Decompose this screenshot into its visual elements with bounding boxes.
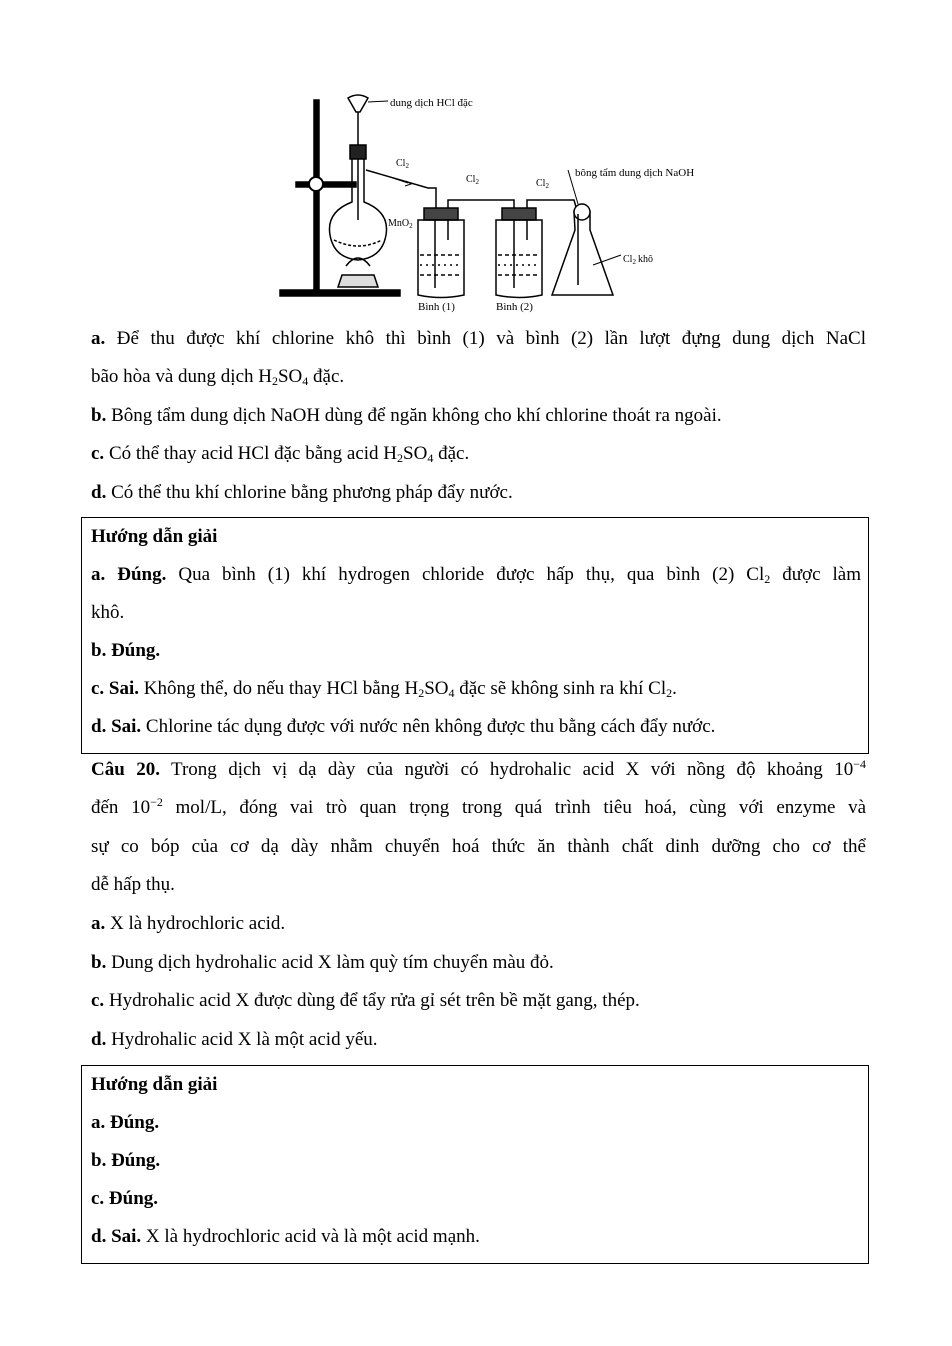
svg-text:MnO2: MnO$_2$	[388, 218, 413, 230]
mno2-label: MnO	[388, 218, 410, 229]
burner	[338, 275, 378, 287]
solution19-d: d. Sai. Chlorine tác dụng được với nước nên không được thu bằng cách đẩy nước.	[91, 716, 716, 737]
solution19-b: b. Đúng.	[91, 640, 161, 661]
q19-statement-d: d. Có thể thu khí chlorine bằng phương pháp đẩy nước.	[91, 482, 513, 503]
q20-stem-line4: dễ hấp thụ.	[91, 874, 175, 895]
bottle-2	[496, 220, 542, 298]
solution19-c: c. Sai. Không thể, do nếu thay HCl bằng $H_2SO_4$ đặc sẽ không sinh ra khí $Cl_2$.	[91, 678, 677, 700]
stand-rod	[314, 100, 319, 292]
solution20-c: c. Đúng.	[91, 1188, 159, 1209]
q20-statement-b: b. Dung dịch hydrohalic acid X làm quỳ tím chuyển màu đỏ.	[91, 952, 554, 973]
q19-statement-c: c. Có thể thay acid HCl đặc bằng acid $H_2SO_4$ đặc.	[91, 443, 470, 465]
binh-2-label: Bình (2)	[496, 301, 533, 313]
chlorine-apparatus-figure	[278, 90, 728, 315]
svg-text:Cl2: $Cl_2$	[466, 174, 479, 186]
solution20-d: d. Sai. X là hydrochloric acid và là một acid mạnh.	[91, 1226, 480, 1247]
q20-stem-line3: sự co bóp của cơ dạ dày nhằm chuyển hoá thức ăn thành chất dinh dưỡng cho cơ thể	[91, 836, 866, 857]
cl2-label-2: Cl	[466, 174, 476, 185]
cl2-label-3: Cl	[536, 178, 546, 189]
dropping-funnel	[348, 95, 368, 112]
dry-cl2-label: Cl	[623, 254, 633, 265]
bottle-1	[418, 220, 464, 298]
q20-statement-d: d. Hydrohalic acid X là một acid yếu.	[91, 1029, 378, 1050]
q20-stem-line1: Câu 20. Trong dịch vị dạ dày của người có hydrohalic acid X với nồng độ khoảng $10^{-4}$	[91, 757, 866, 780]
apparatus-diagram	[278, 90, 728, 315]
solution20-b: b. Đúng.	[91, 1150, 161, 1171]
flask-stopper	[350, 145, 366, 159]
q20-statement-a: a. X là hydrochloric acid.	[91, 913, 286, 934]
solution-title: Hướng dẫn giải	[91, 526, 218, 547]
solution20-a: a. Đúng.	[91, 1112, 160, 1133]
solution-title: Hướng dẫn giải	[91, 1074, 218, 1095]
hcl-label: dung dịch HCl đặc	[390, 97, 473, 109]
solution-box-20	[81, 1065, 869, 1264]
q19-statement-b: b. Bông tẩm dung dịch NaOH dùng để ngăn không cho khí chlorine thoát ra ngoài.	[91, 405, 722, 426]
cl2-label-1: Cl	[396, 158, 406, 169]
svg-text:Cl2: $Cl_2$	[536, 178, 549, 190]
binh-1-label: Bình (1)	[418, 301, 455, 313]
stand-clamp	[296, 182, 356, 187]
solution-box-19	[81, 517, 869, 754]
solution19-a-line2: khô.	[91, 602, 125, 623]
q19-statement-a-line1: a. Để thu được khí chlorine khô thì bình (1) và bình (2) lần lượt đựng dung dịch NaCl	[91, 328, 866, 349]
q20-stem-line2: đến $10^{-2}$ mol/L, đóng vai trò quan trọng trong quá trình tiêu hoá, cùng với enzyme và	[91, 795, 867, 818]
collecting-flask	[552, 212, 613, 295]
solution19-a-line1: a. Đúng. Qua bình (1) khí hydrogen chloride được hấp thụ, qua bình (2) $Cl_2$ được làm	[91, 564, 861, 586]
q20-statement-c: c. Hydrohalic acid X được dùng để tẩy rửa gỉ sét trên bề mặt gang, thép.	[91, 990, 640, 1011]
svg-text:Cl2khô: $Cl_2$ khô	[623, 254, 653, 266]
stand-base	[280, 290, 400, 296]
naoh-label: bông tẩm dung dịch NaOH	[575, 167, 695, 179]
svg-text:Cl2: $Cl_2$	[396, 158, 409, 170]
q19-statement-a-line2: bão hòa và dung dịch $H_2SO_4$ đặc.	[91, 366, 345, 388]
